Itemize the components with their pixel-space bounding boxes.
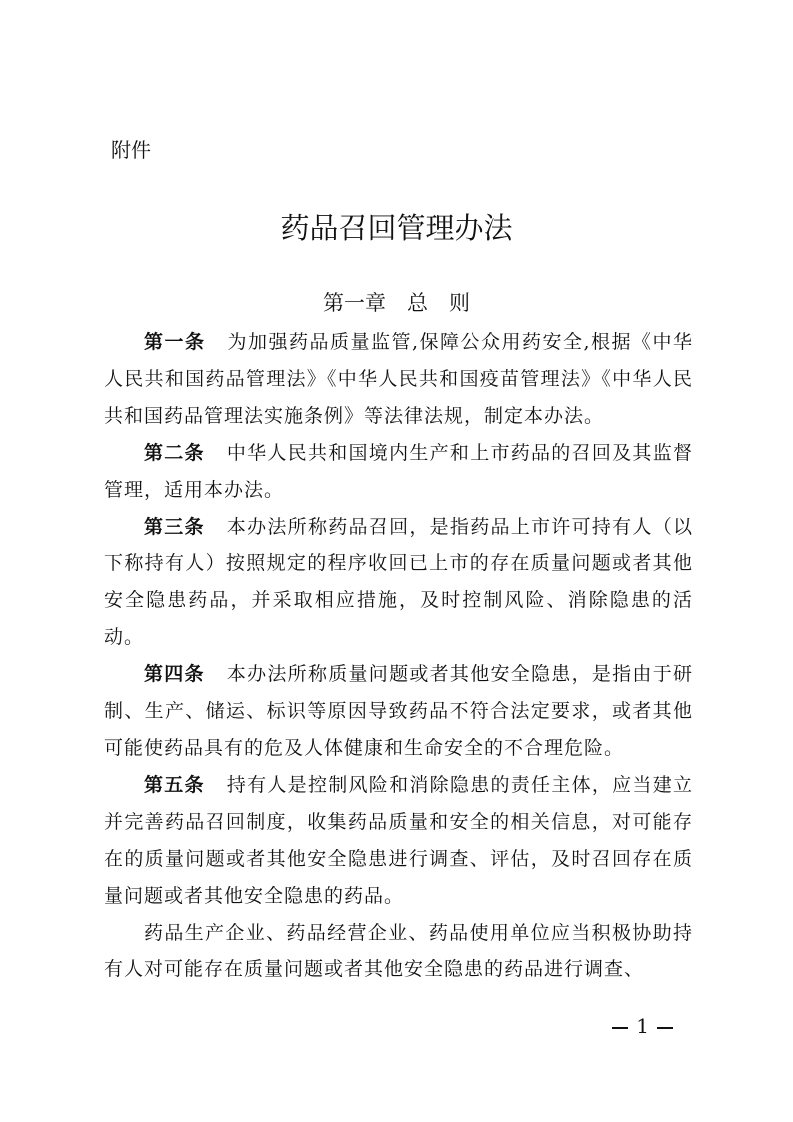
dash-left — [612, 1027, 628, 1029]
article-label: 第一条 — [144, 331, 206, 353]
article-text: 本办法所称质量问题或者其他安全隐患，是指由于研制、生产、储运、标识等原因导致药品不符合法定要求，或者其他可能使药品具有的危及人体健康和生命安全的不合理危险。 — [104, 663, 693, 759]
article-text: 本办法所称药品召回，是指药品上市许可持有人（以下称持有人）按照规定的程序收回已上市的存在质量问题或者其他安全隐患药品，并采取相应措施，及时控制风险、消除隐患的活动。 — [104, 515, 693, 649]
article-text: 中华人民共和国境内生产和上市药品的召回及其监督管理，适用本办法。 — [104, 441, 693, 501]
article-label: 第四条 — [144, 663, 205, 686]
article-text: 为加强药品质量监管,保障公众用药安全,根据《中华人民共和国药品管理法》《中华人民共和国疫苗管理法》《中华人民共和国药品管理法实施条例》等法律法规，制定本办法。 — [104, 331, 693, 427]
chapter-title-part2: 则 — [449, 291, 470, 315]
page-number-value: 1 — [636, 1014, 649, 1038]
continuation-paragraph: 药品生产企业、药品经营企业、药品使用单位应当积极协助持有人对可能存在质量问题或者其他安全隐患的药品进行调查、 — [104, 921, 693, 981]
attachment-label: 附件 — [111, 138, 151, 162]
document-body — [104, 324, 693, 988]
dash-right — [657, 1027, 673, 1029]
document-title: 药品召回管理办法 — [280, 211, 513, 245]
chapter-title-part1: 总 — [407, 291, 428, 315]
article-label: 第五条 — [144, 773, 205, 796]
article-1 — [104, 324, 693, 435]
article-label: 第三条 — [144, 515, 205, 538]
article-2 — [104, 435, 693, 509]
article-5 — [104, 767, 693, 915]
chapter-number: 第一章 — [323, 291, 386, 315]
article-4 — [104, 656, 693, 767]
article-3 — [104, 509, 693, 657]
page-number — [0, 1012, 793, 1040]
article-label: 第二条 — [144, 441, 205, 464]
article-text: 持有人是控制风险和消除隐患的责任主体，应当建立并完善药品召回制度，收集药品质量和安全的相关信息，对可能存在的质量问题或者其他安全隐患进行调查、评估，及时召回存在质量问题或者其他安全隐患的药品。 — [104, 773, 693, 907]
chapter-heading — [0, 288, 793, 318]
